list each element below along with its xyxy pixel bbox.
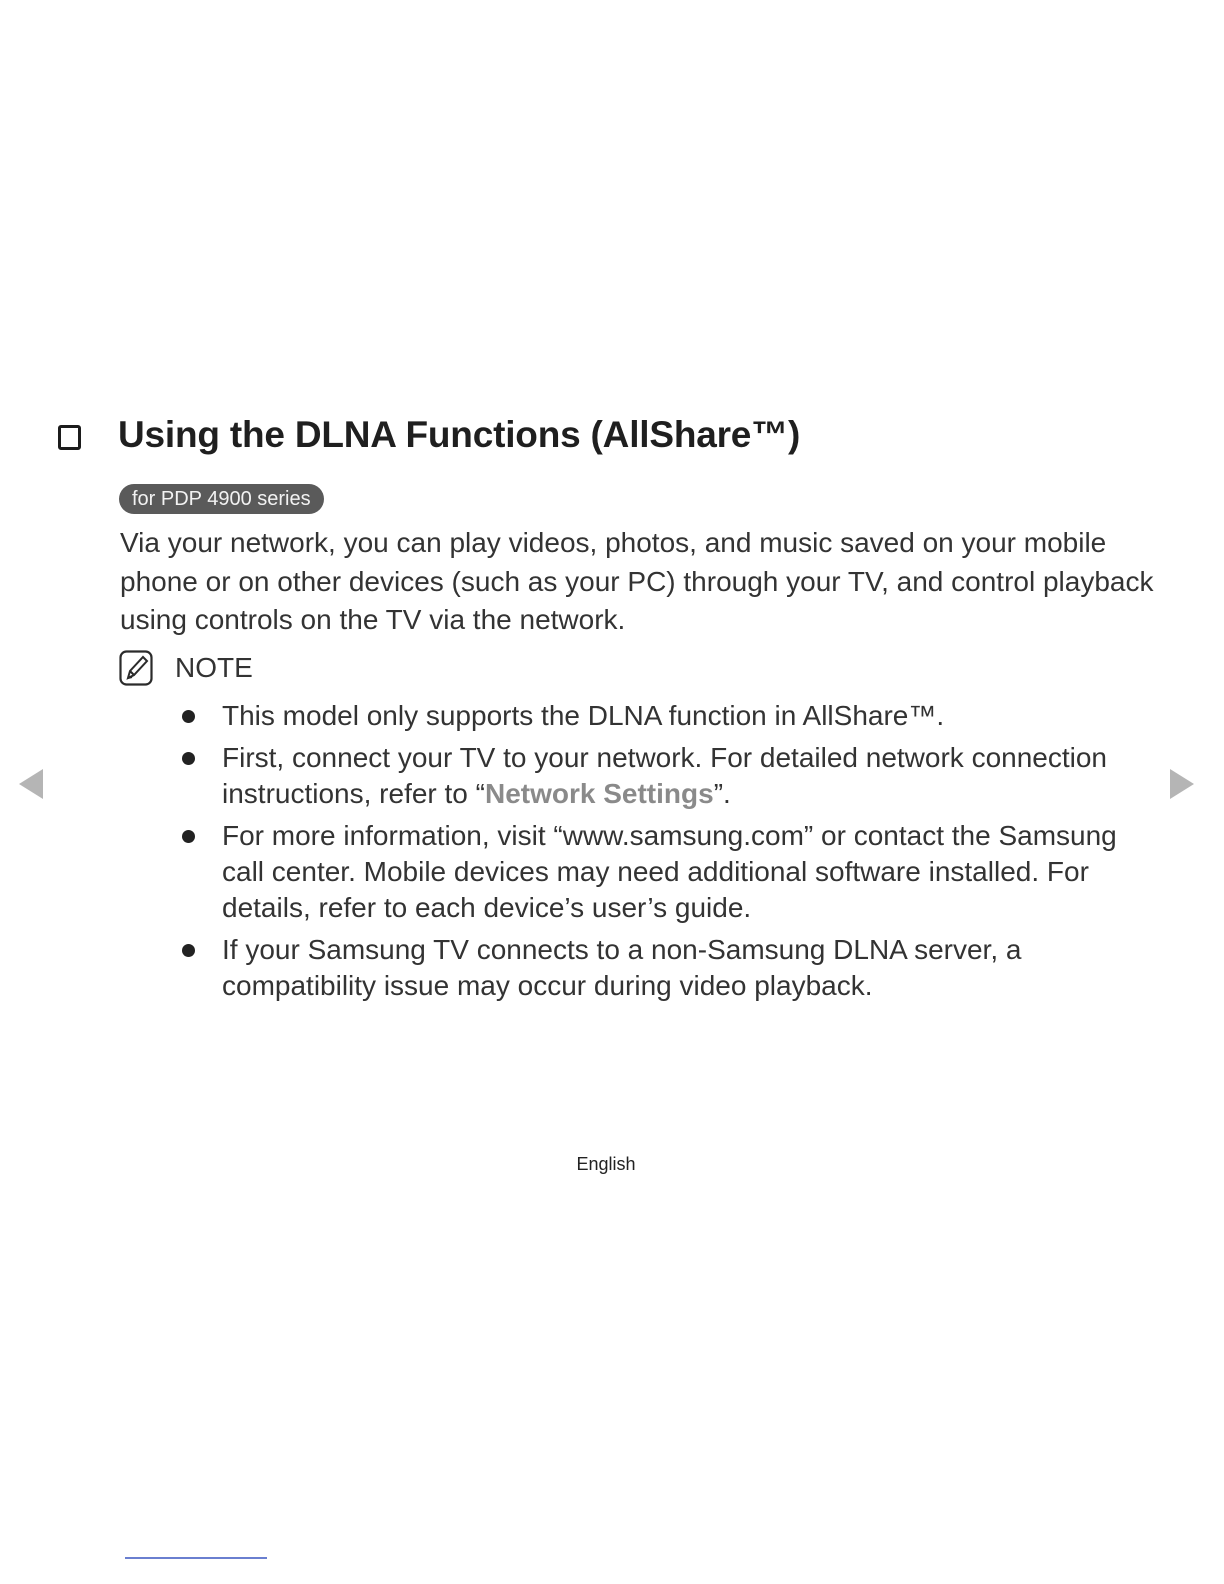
list-item: [180, 932, 1160, 1004]
note-label: NOTE: [175, 652, 253, 683]
bottom-divider: [125, 1557, 267, 1559]
list-item-text-end: ”.: [713, 778, 731, 809]
bullet-dot-icon: [182, 752, 195, 765]
triangle-left-icon[interactable]: [19, 769, 43, 799]
list-item-text: First, connect your TV to your network. For detailed network connection instructions, refer to “: [222, 742, 1108, 809]
note-header: [119, 650, 253, 686]
series-badge: for PDP 4900 series: [119, 484, 324, 514]
list-item: [180, 698, 1160, 734]
list-item-text: If your Samsung TV connects to a non-Samsung DLNA server, a compatibility issue may occur during video playback.: [222, 934, 1022, 1001]
list-item: [180, 740, 1160, 812]
footer-language: English: [576, 1154, 636, 1174]
bullet-dot-icon: [182, 944, 195, 957]
triangle-right-icon[interactable]: [1170, 769, 1194, 799]
network-settings-link[interactable]: Network Settings: [484, 778, 714, 809]
note-list: [180, 698, 1160, 1010]
list-item-text: This model only supports the DLNA function in AllShare™.: [222, 700, 945, 731]
bullet-dot-icon: [182, 710, 195, 723]
bullet-dot-icon: [182, 830, 195, 843]
page-title: Using the DLNA Functions (AllShare™): [118, 414, 801, 455]
intro-paragraph: Via your network, you can play videos, photos, and music saved on your mobile phone or on other devices (such as your PC) through your TV, and control playback using controls on the TV via the network.: [120, 527, 1154, 635]
list-item-text: For more information, visit “www.samsung.com” or contact the Samsung call center. Mobile devices may need additional software installed. For details, refer to each device’s user’s guide.: [222, 820, 1117, 923]
note-pencil-icon: [119, 650, 153, 686]
section-heading: [58, 414, 800, 456]
checkbox-icon: [58, 425, 81, 450]
list-item: [180, 818, 1160, 926]
